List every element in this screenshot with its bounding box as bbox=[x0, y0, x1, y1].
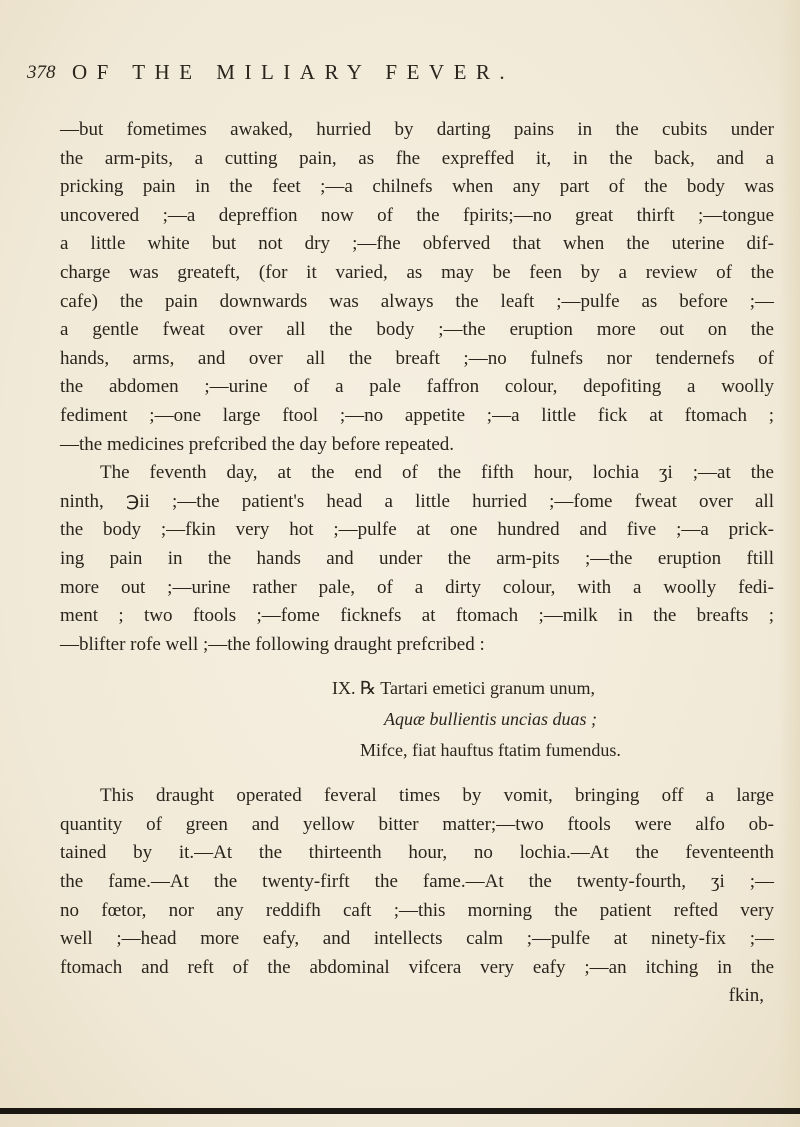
paragraph-3 bbox=[60, 782, 774, 1011]
text-line: more out ;—urine rather pale, of a dirty colour, with a woolly fedi- bbox=[60, 576, 774, 598]
text-line: tained by it.—At the thirteenth hour, no lochia.—At the feventeenth bbox=[60, 842, 774, 864]
text-line: ninth, ℈ii ;—the patient's head a little hurried ;—fome fweat over all bbox=[60, 490, 774, 512]
text-line: The feventh day, at the end of the fifth hour, lochia ʒi ;—at the bbox=[100, 462, 774, 484]
text-line: the abdomen ;—urine of a pale faffron colour, depofiting a woolly bbox=[60, 376, 774, 398]
text-line: uncovered ;—a depreffion now of the fpirits;—no great thirft ;—tongue bbox=[60, 204, 774, 226]
prescription-line: Aquæ bullientis uncias duas ; bbox=[384, 709, 597, 730]
text-line: —but fometimes awaked, hurried by darting pains in the cubits under bbox=[60, 119, 774, 140]
text-line: the body ;—fkin very hot ;—pulfe at one hundred and five ;—a prick- bbox=[60, 519, 774, 541]
body-text bbox=[60, 116, 774, 1011]
text-line: ing pain in the hands and under the arm-pits ;—the eruption ftill bbox=[60, 547, 774, 569]
text-line: the arm-pits, a cutting pain, as fhe expreffed it, in the back, and a bbox=[60, 147, 774, 169]
page-number: 378 bbox=[27, 62, 56, 83]
text-line: hands, arms, and over all the breaft ;—no fulnefs nor tendernefs of bbox=[60, 347, 774, 369]
catchword: fkin, bbox=[728, 985, 764, 1007]
prescription-line: IX. ℞ Tartari emetici granum unum, bbox=[332, 678, 595, 699]
paragraph-2 bbox=[60, 459, 774, 659]
paragraph-1 bbox=[60, 116, 774, 459]
text-line: —the medicines prefcribed the day before repeated. bbox=[60, 433, 455, 455]
text-line: no fœtor, nor any reddifh caft ;—this morning the patient refted very bbox=[60, 899, 774, 921]
text-line: ment ; two ftools ;—fome ficknefs at ftomach ;—milk in the breafts ; bbox=[60, 605, 774, 627]
text-line: a gentle fweat over all the body ;—the eruption more out on the bbox=[60, 319, 774, 341]
text-line: well ;—head more eafy, and intellects calm ;—pulfe at ninety-fix ;— bbox=[60, 928, 774, 950]
prescription bbox=[60, 673, 774, 766]
running-head: OF THE MILIARY FEVER. bbox=[72, 60, 515, 84]
text-line: fediment ;—one large ftool ;—no appetite ;—a little fick at ftomach ; bbox=[60, 404, 774, 426]
text-line: ftomach and reft of the abdominal vifcera very eafy ;—an itching in the bbox=[60, 956, 774, 978]
text-line: the fame.—At the twenty-firft the fame.—At the twenty-fourth, ʒi ;— bbox=[60, 871, 774, 893]
text-line: a little white but not dry ;—fhe obferved that when the uterine dif- bbox=[60, 233, 774, 255]
bottom-edge-rule bbox=[0, 1108, 800, 1114]
text-line: quantity of green and yellow bitter matter;—two ftools were alfo ob- bbox=[60, 813, 774, 835]
text-line: This draught operated feveral times by vomit, bringing off a large bbox=[100, 785, 774, 807]
text-line: pricking pain in the feet ;—a chilnefs when any part of the body was bbox=[60, 176, 774, 198]
text-line: cafe) the pain downwards was always the leaft ;—pulfe as before ;— bbox=[60, 290, 774, 312]
text-line: —blifter rofe well ;—the following draught prefcribed : bbox=[60, 633, 485, 655]
page-edge-shadow bbox=[778, 0, 800, 1127]
prescription-line: Mifce, fiat hauftus ftatim fumendus. bbox=[360, 740, 621, 761]
text-line: charge was greateft, (for it varied, as may be feen by a review of the bbox=[60, 261, 774, 283]
